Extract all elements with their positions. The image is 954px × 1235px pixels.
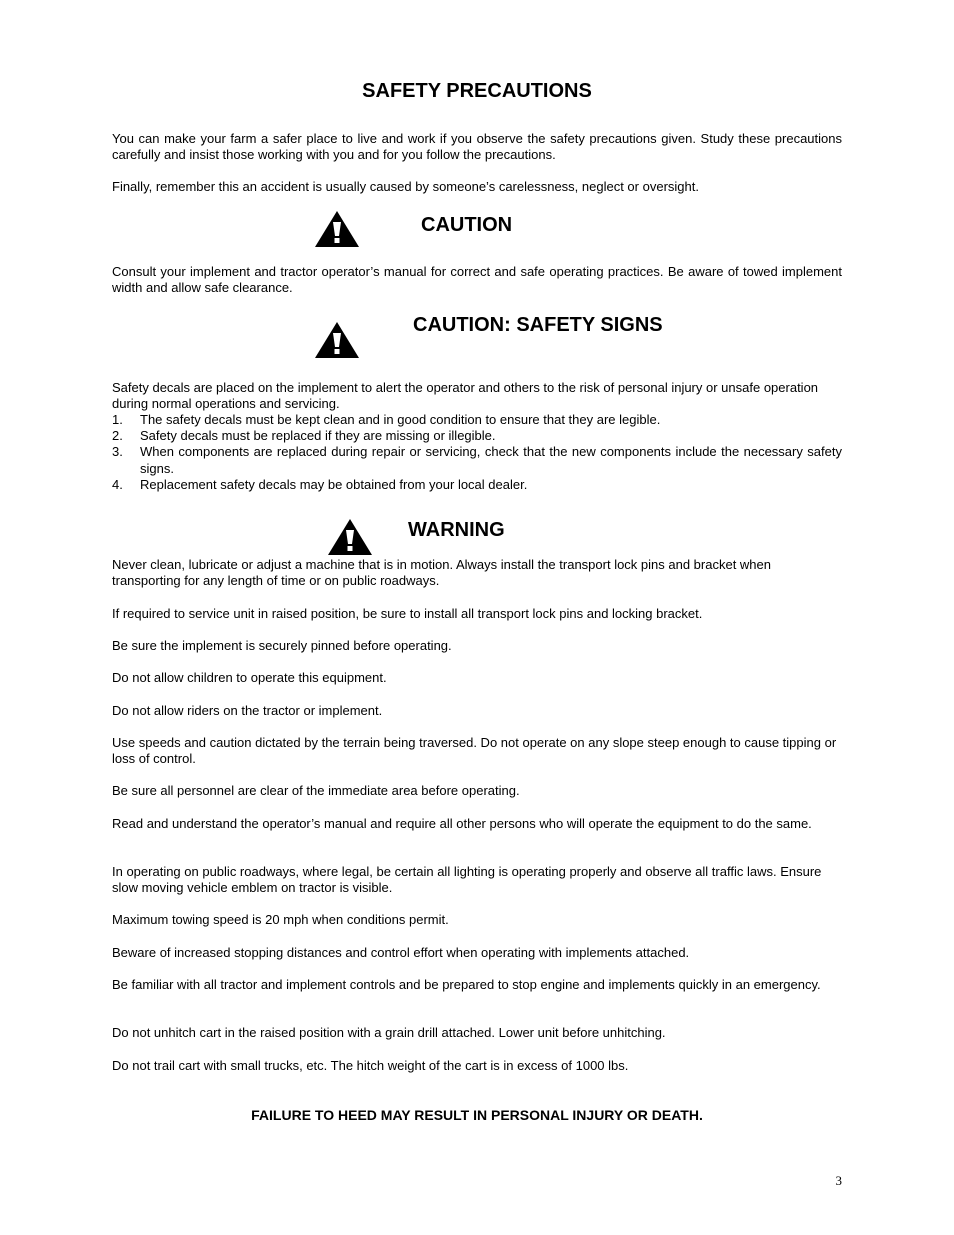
warning-paragraph: If required to service unit in raised position, be sure to install all transport lock pins and locking bracket. xyxy=(112,606,703,621)
safety-signs-list xyxy=(112,412,842,493)
caution-paragraph: Consult your implement and tractor operator’s manual for correct and safe operating practices. Be aware of towed implement width and allow safe clearance. xyxy=(112,264,842,296)
list-item xyxy=(112,428,842,444)
list-item xyxy=(112,477,842,493)
warning-triangle-icon xyxy=(314,210,360,248)
warning-paragraph: Be familiar with all tractor and implement controls and be prepared to stop engine and implements quickly in an emergency. xyxy=(112,977,821,992)
footer-warning: FAILURE TO HEED MAY RESULT IN PERSONAL INJURY OR DEATH. xyxy=(251,1107,703,1123)
warning-triangle-icon xyxy=(314,321,360,359)
warning-paragraph: Do not trail cart with small trucks, etc. The hitch weight of the cart is in excess of 1000 lbs. xyxy=(112,1058,629,1073)
warning-paragraph: Never clean, lubricate or adjust a machine that is in motion. Always install the transport lock pins and bracket when transporting for any length of time or on public roadways. xyxy=(112,557,772,589)
list-item-number: 4. xyxy=(112,476,123,492)
page-title: SAFETY PRECAUTIONS xyxy=(362,80,592,102)
safety-signs-heading: CAUTION: SAFETY SIGNS xyxy=(413,314,663,336)
list-item-text: The safety decals must be kept clean and in good condition to ensure that they are legible. xyxy=(140,412,661,427)
list-item xyxy=(112,444,842,476)
intro-paragraph: Finally, remember this an accident is usually caused by someone’s carelessness, neglect or oversight. xyxy=(112,179,699,194)
list-item xyxy=(112,412,842,428)
page-number: 3 xyxy=(835,1173,842,1188)
warning-heading: WARNING xyxy=(408,519,505,541)
warning-paragraph: Do not allow children to operate this equipment. xyxy=(112,670,387,685)
list-item-number: 1. xyxy=(112,412,123,427)
warning-paragraph: Read and understand the operator’s manual and require all other persons who will operate the equipment to do the same. xyxy=(112,816,812,831)
warning-paragraph: Maximum towing speed is 20 mph when conditions permit. xyxy=(112,912,449,927)
list-item-text: Safety decals must be replaced if they are missing or illegible. xyxy=(140,428,496,444)
warning-paragraph: Be sure the implement is securely pinned before operating. xyxy=(112,638,452,653)
warning-paragraph: In operating on public roadways, where legal, be certain all lighting is operating properly and observe all traffic laws. Ensure slow moving vehicle emblem on tractor is visible. xyxy=(112,864,822,896)
caution-heading: CAUTION xyxy=(421,214,513,236)
warning-paragraph: Be sure all personnel are clear of the immediate area before operating. xyxy=(112,783,520,798)
warning-paragraph: Use speeds and caution dictated by the terrain being traversed. Do not operate on any slope steep enough to cause tipping or loss of control. xyxy=(112,735,837,767)
list-item-number: 3. xyxy=(112,444,123,460)
warning-triangle-icon xyxy=(327,518,373,556)
list-item-number: 2. xyxy=(112,428,123,444)
list-item-text: Replacement safety decals may be obtained from your local dealer. xyxy=(140,476,528,492)
intro-paragraph: You can make your farm a safer place to live and work if you observe the safety precautions given. Study these precautions carefully and insist those working with you and for you follow the precautions. xyxy=(112,131,842,163)
safety-signs-paragraph: Safety decals are placed on the implement to alert the operator and others to the risk of personal injury or unsafe operation during normal operations and servicing. xyxy=(112,380,819,412)
warning-paragraph: Do not unhitch cart in the raised position with a grain drill attached. Lower unit before unhitching. xyxy=(112,1025,666,1040)
warning-paragraph: Do not allow riders on the tractor or implement. xyxy=(112,703,383,718)
list-item-text: When components are replaced during repair or servicing, check that the new components include the necessary safety signs. xyxy=(140,444,842,476)
warning-paragraph: Beware of increased stopping distances and control effort when operating with implements attached. xyxy=(112,945,690,960)
